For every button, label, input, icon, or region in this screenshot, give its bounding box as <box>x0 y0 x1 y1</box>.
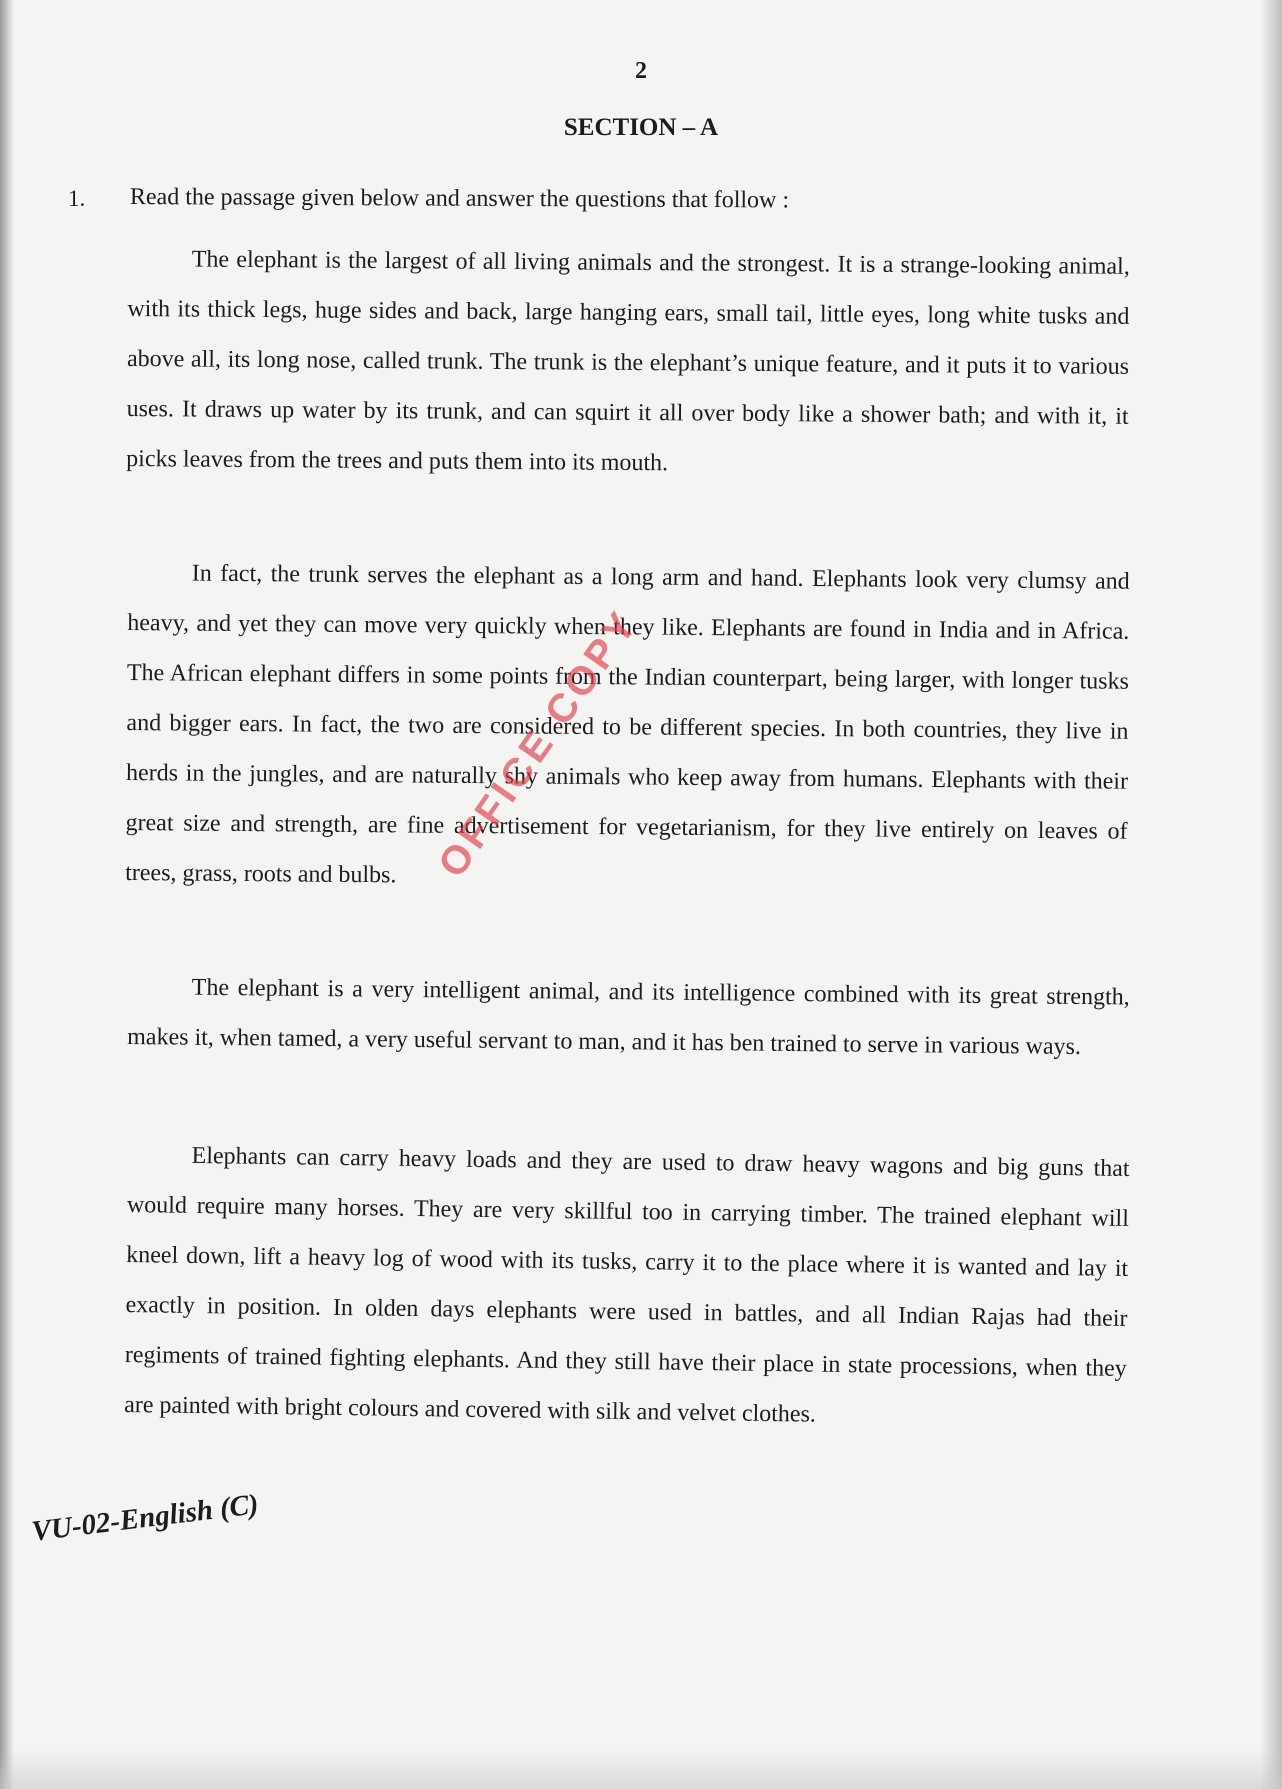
passage-paragraph-1: The elephant is the largest of all living animals and the strongest. It is a strange-looking animal, with its thick legs, huge sides and back, large hanging ears, small tail, little eyes, long white tusks and above all, its long nose, called trunk. The trunk is the elephant’s unique feature, and it puts it to various uses. It draws up water by its trunk, and can squirt it all over body like a shower bath; and with it, it picks leaves from the trees and puts them into its mouth. <box>126 246 1130 477</box>
office-copy-stamp: OFFICE COPY <box>430 601 647 886</box>
page-edge-shadow-right <box>1260 0 1282 1789</box>
passage-paragraph-4: Elephants can carry heavy loads and they are used to draw heavy wagons and big guns that would require many horses. They are very skillful too in carrying timber. The trained elephant will kneel down, lift a heavy log of wood with its tusks, carry it to the place where it is wanted and lay it exactly in position. In olden days elephants were used in battles, and all Indian Rajas had their regiments of trained fighting elephants. And they still have their place in state processions, when they are painted with bright colours and covered with silk and velvet clothes. <box>123 1142 1130 1428</box>
page-fold-shadow <box>0 1749 1282 1789</box>
question-number: 1. <box>68 186 86 211</box>
question-instruction: Read the passage given below and answer the questions that follow : <box>129 184 790 214</box>
passage-paragraph-3: The elephant is a very intelligent animal, and its intelligence combined with its great strength, makes it, when tamed, a very useful servant to man, and it has ben trained to serve in various ways. <box>127 974 1130 1060</box>
paper-code: VU-02-English (C) <box>30 1488 261 1548</box>
section-title: SECTION – A <box>563 114 719 141</box>
page-number: 2 <box>635 58 647 84</box>
passage-paragraph-2: In fact, the trunk serves the elephant as a long arm and hand. Elephants look very clumsy and heavy, and yet they can move very quickly when they like. Elephants are found in India and in Africa. The African elephant differs in some points from the Indian counterpart, being larger, with longer tusks and bigger ears. In fact, the two are considered to be different species. In both countries, they live in herds in the jungles, and are naturally shy animals who keep away from humans. Elephants with their great size and strength, are fine advertisement for vegetarianism, for they live entirely on leaves of trees, grass, roots and bulbs. <box>125 560 1130 889</box>
page-edge-shadow-left <box>0 0 14 1789</box>
